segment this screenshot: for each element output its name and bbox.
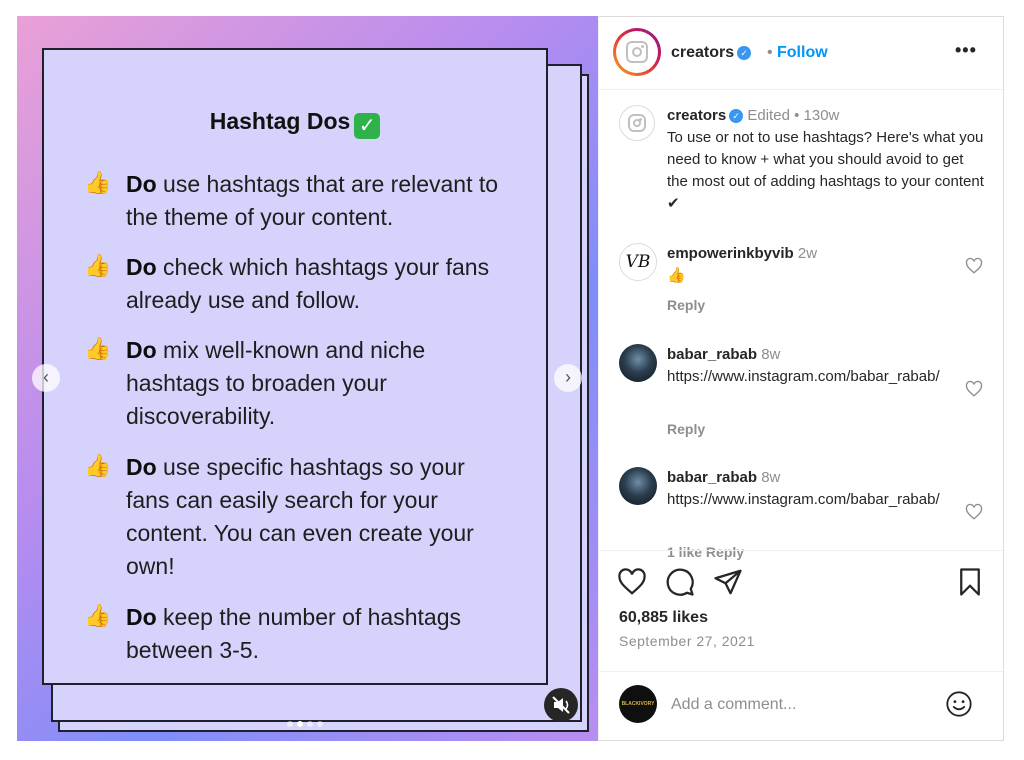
- tip-item: 👍 Do mix well-known and niche hashtags to broaden your discoverability.: [84, 336, 426, 429]
- commenter-username[interactable]: babar_rabab: [667, 469, 758, 486]
- thumbs-up-icon: 👍: [84, 453, 112, 478]
- caption-avatar[interactable]: [619, 105, 655, 141]
- caption-age[interactable]: 130w: [803, 107, 840, 124]
- verified-badge-icon: ✓: [729, 109, 743, 123]
- comment-time[interactable]: 2w: [797, 245, 818, 262]
- commenter-avatar[interactable]: VB: [619, 243, 657, 281]
- thumbs-up-icon: 👍: [84, 603, 112, 628]
- previous-slide-button[interactable]: ‹: [32, 364, 60, 392]
- commenter-avatar[interactable]: [619, 467, 657, 505]
- like-comment-heart-icon[interactable]: [965, 257, 983, 275]
- tip-item: 👍 Do keep the number of hashtags between 3-5.: [84, 603, 461, 663]
- verified-badge-icon: ✓: [737, 46, 751, 60]
- like-comment-heart-icon[interactable]: [965, 380, 983, 398]
- tip-item: 👍 Do check which hashtags your fans already use and follow.: [84, 253, 490, 313]
- thumbs-up-icon: 👍: [84, 336, 112, 361]
- like-comment-heart-icon[interactable]: [965, 503, 983, 521]
- post-details-panel: [598, 16, 1004, 741]
- comment-time[interactable]: 8w: [761, 346, 781, 363]
- post-media-carousel[interactable]: [17, 16, 598, 741]
- edited-label: Edited: [747, 107, 790, 124]
- add-comment-bar: [599, 671, 1005, 741]
- add-comment-input[interactable]: [671, 694, 931, 716]
- speaker-muted-icon: [544, 688, 578, 722]
- more-options-icon[interactable]: •••: [955, 40, 977, 60]
- commenter-username[interactable]: empowerinkbyvib: [667, 245, 794, 262]
- next-slide-button[interactable]: ›: [554, 364, 582, 392]
- slide-card: [42, 48, 548, 685]
- caption-username[interactable]: creators: [667, 107, 727, 124]
- like-heart-icon[interactable]: [617, 567, 647, 597]
- thumbs-up-icon: 👍: [84, 170, 112, 195]
- reply-button[interactable]: Reply: [667, 421, 706, 437]
- mute-button[interactable]: [544, 688, 578, 722]
- carousel-dot-active: [297, 721, 303, 727]
- comment-text: 👍: [667, 267, 686, 284]
- carousel-dot: [307, 721, 313, 727]
- author-avatar[interactable]: [613, 28, 661, 76]
- post-actions: [599, 550, 1005, 671]
- post-header: creators ✓ • Follow •••: [599, 16, 1005, 90]
- caption: creators ✓ Edited • 130w To use or not to use hashtags? Here's what you need to know + what you should avoid to get the most out of adding hashtags to your content ✔: [667, 107, 984, 212]
- share-paper-plane-icon[interactable]: [713, 567, 743, 597]
- comments-list[interactable]: [599, 91, 1005, 560]
- tip-item: 👍 Do use hashtags that are relevant to the theme of your content.: [84, 170, 499, 230]
- comment-text[interactable]: https://www.instagram.com/babar_rabab/: [667, 491, 940, 508]
- commenter-avatar[interactable]: [619, 344, 657, 382]
- post-date: September 27, 2021: [619, 633, 755, 649]
- emoji-smiley-icon[interactable]: [945, 690, 973, 718]
- tip-item: 👍 Do use specific hashtags so your fans can easily search for your content. You can even create your own!: [84, 453, 474, 579]
- follow-button[interactable]: Follow: [777, 44, 828, 61]
- carousel-dot: [317, 721, 323, 727]
- comment-time[interactable]: 8w: [761, 469, 781, 486]
- instagram-logo-icon: [628, 114, 646, 132]
- caption-text: To use or not to use hashtags? Here's what you need to know + what you should avoid to get the most out of adding hashtags to your content ✔: [667, 129, 984, 212]
- check-icon: ✓: [354, 113, 380, 139]
- comment-bubble-icon[interactable]: [665, 567, 695, 597]
- likes-count[interactable]: 60,885 likes: [619, 609, 708, 626]
- author-username[interactable]: creators ✓: [671, 44, 751, 62]
- reply-button[interactable]: 1 like Reply: [667, 544, 745, 560]
- comment-text[interactable]: https://www.instagram.com/babar_rabab/: [667, 368, 940, 385]
- slide-title: Hashtag Dos ✓: [44, 108, 546, 139]
- thumbs-up-icon: 👍: [84, 253, 112, 278]
- current-user-avatar[interactable]: BLACKIVORY: [619, 685, 657, 723]
- reply-button[interactable]: Reply: [667, 297, 706, 313]
- save-bookmark-icon[interactable]: [955, 567, 985, 597]
- carousel-dots: [285, 714, 325, 732]
- carousel-dot: [287, 721, 293, 727]
- commenter-username[interactable]: babar_rabab: [667, 346, 758, 363]
- instagram-logo-icon: [626, 41, 648, 63]
